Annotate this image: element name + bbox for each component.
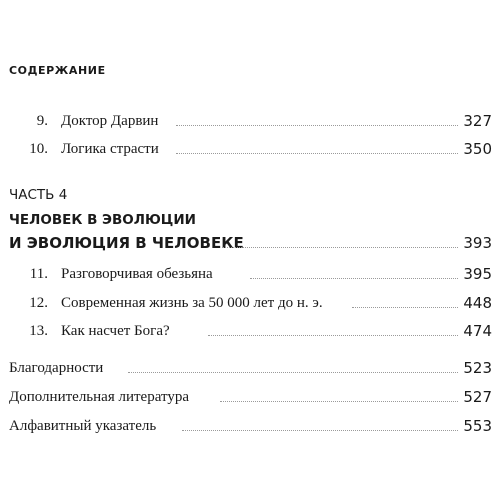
page-number: 327 xyxy=(463,112,492,130)
toc-entry-acknowledgements xyxy=(0,357,492,379)
part-title-line-2: И ЭВОЛЮЦИЯ В ЧЕЛОВЕКЕ xyxy=(9,234,244,252)
toc-entry-part-4 xyxy=(0,232,492,254)
chapter-number: 13. xyxy=(29,323,48,339)
dot-leader xyxy=(176,125,458,126)
toc-entry-index xyxy=(0,415,492,437)
dot-leader xyxy=(128,372,458,373)
dot-leader xyxy=(352,307,458,308)
dot-leader xyxy=(250,278,458,279)
chapter-title: Как насчет Бога? xyxy=(61,323,170,339)
chapter-number: 9. xyxy=(36,113,48,129)
page-number: 448 xyxy=(463,294,492,312)
dot-leader xyxy=(176,153,458,154)
chapter-number: 12. xyxy=(29,295,48,311)
toc-entry-chapter-11 xyxy=(0,263,492,285)
part-title-line-1: ЧЕЛОВЕК В ЭВОЛЮЦИИ xyxy=(9,212,196,228)
toc-entry-further-reading xyxy=(0,386,492,408)
dot-leader xyxy=(182,430,458,431)
chapter-number: 11. xyxy=(29,266,48,282)
entry-title: Дополнительная литература xyxy=(9,389,189,405)
chapter-number: 10. xyxy=(29,141,48,157)
page-number: 523 xyxy=(463,359,492,377)
entry-title: Благодарности xyxy=(9,360,104,376)
toc-entry-chapter-12 xyxy=(0,292,492,314)
dot-leader xyxy=(220,401,458,402)
entry-title: Алфавитный указатель xyxy=(9,418,157,434)
page-number: 553 xyxy=(463,417,492,435)
dot-leader xyxy=(208,335,458,336)
toc-entry-chapter-13 xyxy=(0,320,492,342)
dot-leader xyxy=(222,247,458,248)
page-number: 474 xyxy=(463,322,492,340)
chapter-title: Логика страсти xyxy=(61,141,159,157)
chapter-title: Доктор Дарвин xyxy=(61,113,159,129)
running-head: СОДЕРЖАНИЕ xyxy=(9,64,106,77)
toc-entry-chapter-9 xyxy=(0,110,492,132)
toc-entry-chapter-10 xyxy=(0,138,492,160)
page-number: 393 xyxy=(463,234,492,252)
page-number: 395 xyxy=(463,265,492,283)
part-label: ЧАСТЬ 4 xyxy=(9,187,68,203)
chapter-title: Разговорчивая обезьяна xyxy=(61,266,213,282)
page-number: 350 xyxy=(463,140,492,158)
page-number: 527 xyxy=(463,388,492,406)
chapter-title: Современная жизнь за 50 000 лет до н. э. xyxy=(61,295,323,311)
